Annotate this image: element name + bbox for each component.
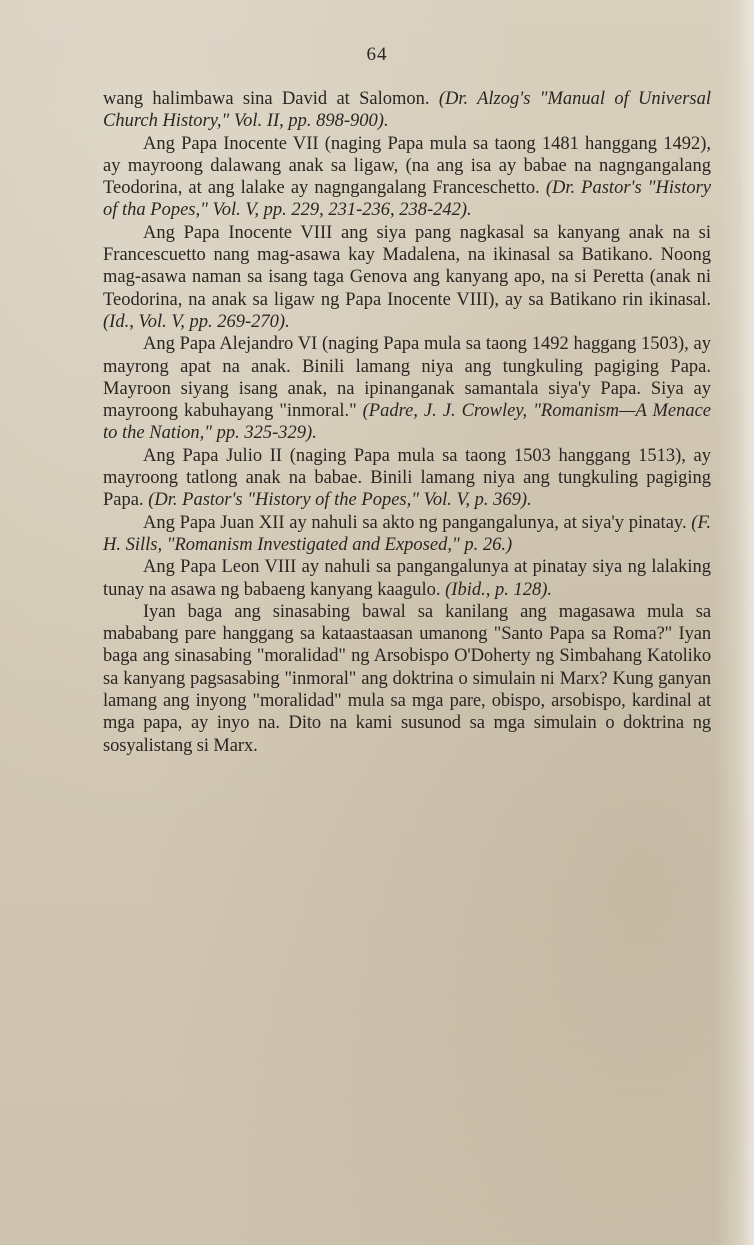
paragraph-8 xyxy=(103,601,711,757)
paragraph-2 xyxy=(103,133,711,222)
paragraph-text: Ang Papa Inocente VII (naging Papa mula sa taong 1481 hanggang 1492), ay mayroong dalawang anak sa ligaw, (na ang isa ay babae na nagngangalang Teodorina, at ang lalake ay nagngangalang Franceschetto. xyxy=(103,133,711,199)
page-edge-shadow xyxy=(716,0,754,1245)
paragraph-4 xyxy=(103,333,711,444)
page-body xyxy=(103,88,711,757)
paragraph-5 xyxy=(103,445,711,512)
paragraph-6 xyxy=(103,512,711,557)
citation: (F. H. Sills, "Romanism Investigated and Exposed," p. 26.) xyxy=(103,512,711,555)
citation: (Padre, J. J. Crowley, "Romanism—A Menace to the Nation," pp. 325-329). xyxy=(103,401,711,444)
paragraph-3 xyxy=(103,222,711,333)
paragraph-text: wang halimbawa sina David at Salomon. xyxy=(103,89,439,109)
paragraph-7 xyxy=(103,556,711,601)
paragraph-text: Ang Papa Julio II (naging Papa mula sa taong 1503 hanggang 1513), ay mayroong tatlong anak na babae. Binili lamang niya ang tungkuling pagiging Papa. xyxy=(103,445,711,511)
citation: (Ibid., p. 128). xyxy=(445,579,552,600)
citation: (Dr. Pastor's "History of tha Popes," Vol. V, pp. 229, 231-236, 238-242). xyxy=(103,178,712,221)
paragraph-text: Ang Papa Alejandro VI (naging Papa mula sa taong 1492 haggang 1503), ay mayrong apat na anak. Binili lamang niya ang tungkuling pagiging Papa. Mayroon siyang isang anak, na ipinanganak samantala siya'y Papa. Siya ay mayroong kabuhayang "inmoral." xyxy=(103,334,711,422)
paragraph-text: Ang Papa Juan XII ay nahuli sa akto ng pangangalunya, at siya'y pinatay. xyxy=(143,512,692,533)
citation: (Dr. Pastor's "History of the Popes," Vol. V, p. 369). xyxy=(148,490,532,511)
paragraph-text: Iyan baga ang sinasabing bawal sa kanilang ang magasawa mula sa mababang pare hanggang sa kataastaasan umanong "Santo Papa sa Roma?" Iyan baga ang sinasabing "moralidad" ng Arsobispo O'Doherty ng Simbahang Katoliko sa kanyang pagsasabing "inmoral" ang doktrina o simulain ni Marx? Kung ganyan lamang ang inyong "moralidad" mula sa mga pare, obispo, arsobispo, kardinal at mga papa, ay inyo na. Dito na kami susunod sa mga simulain o doktrina ng sosyalistang si Marx. xyxy=(103,601,711,756)
paragraph-1 xyxy=(103,88,711,133)
paragraph-text: Ang Papa Leon VIII ay nahuli sa pangangalunya at pinatay siya ng lalaking tunay na asawa ng babaeng kanyang kaagulo. xyxy=(103,557,711,600)
citation: (Id., Vol. V, pp. 269-270). xyxy=(103,311,290,332)
page-number: 64 xyxy=(366,44,388,65)
paragraph-text: Ang Papa Inocente VIII ang siya pang nagkasal sa kanyang anak na si Francescuetto nang mag-asawa kay Madalena, na ikinasal sa Batikano. Noong mag-asawa naman sa isang taga Genova ang kanyang apo, na si Peretta (anak ni Teodorina, na anak sa ligaw ng Papa Inocente VIII), ay sa Batikano rin ikinasal. xyxy=(103,222,711,310)
citation: (Dr. Alzog's "Manual of Universal Church History," Vol. II, pp. 898-900). xyxy=(103,89,711,132)
